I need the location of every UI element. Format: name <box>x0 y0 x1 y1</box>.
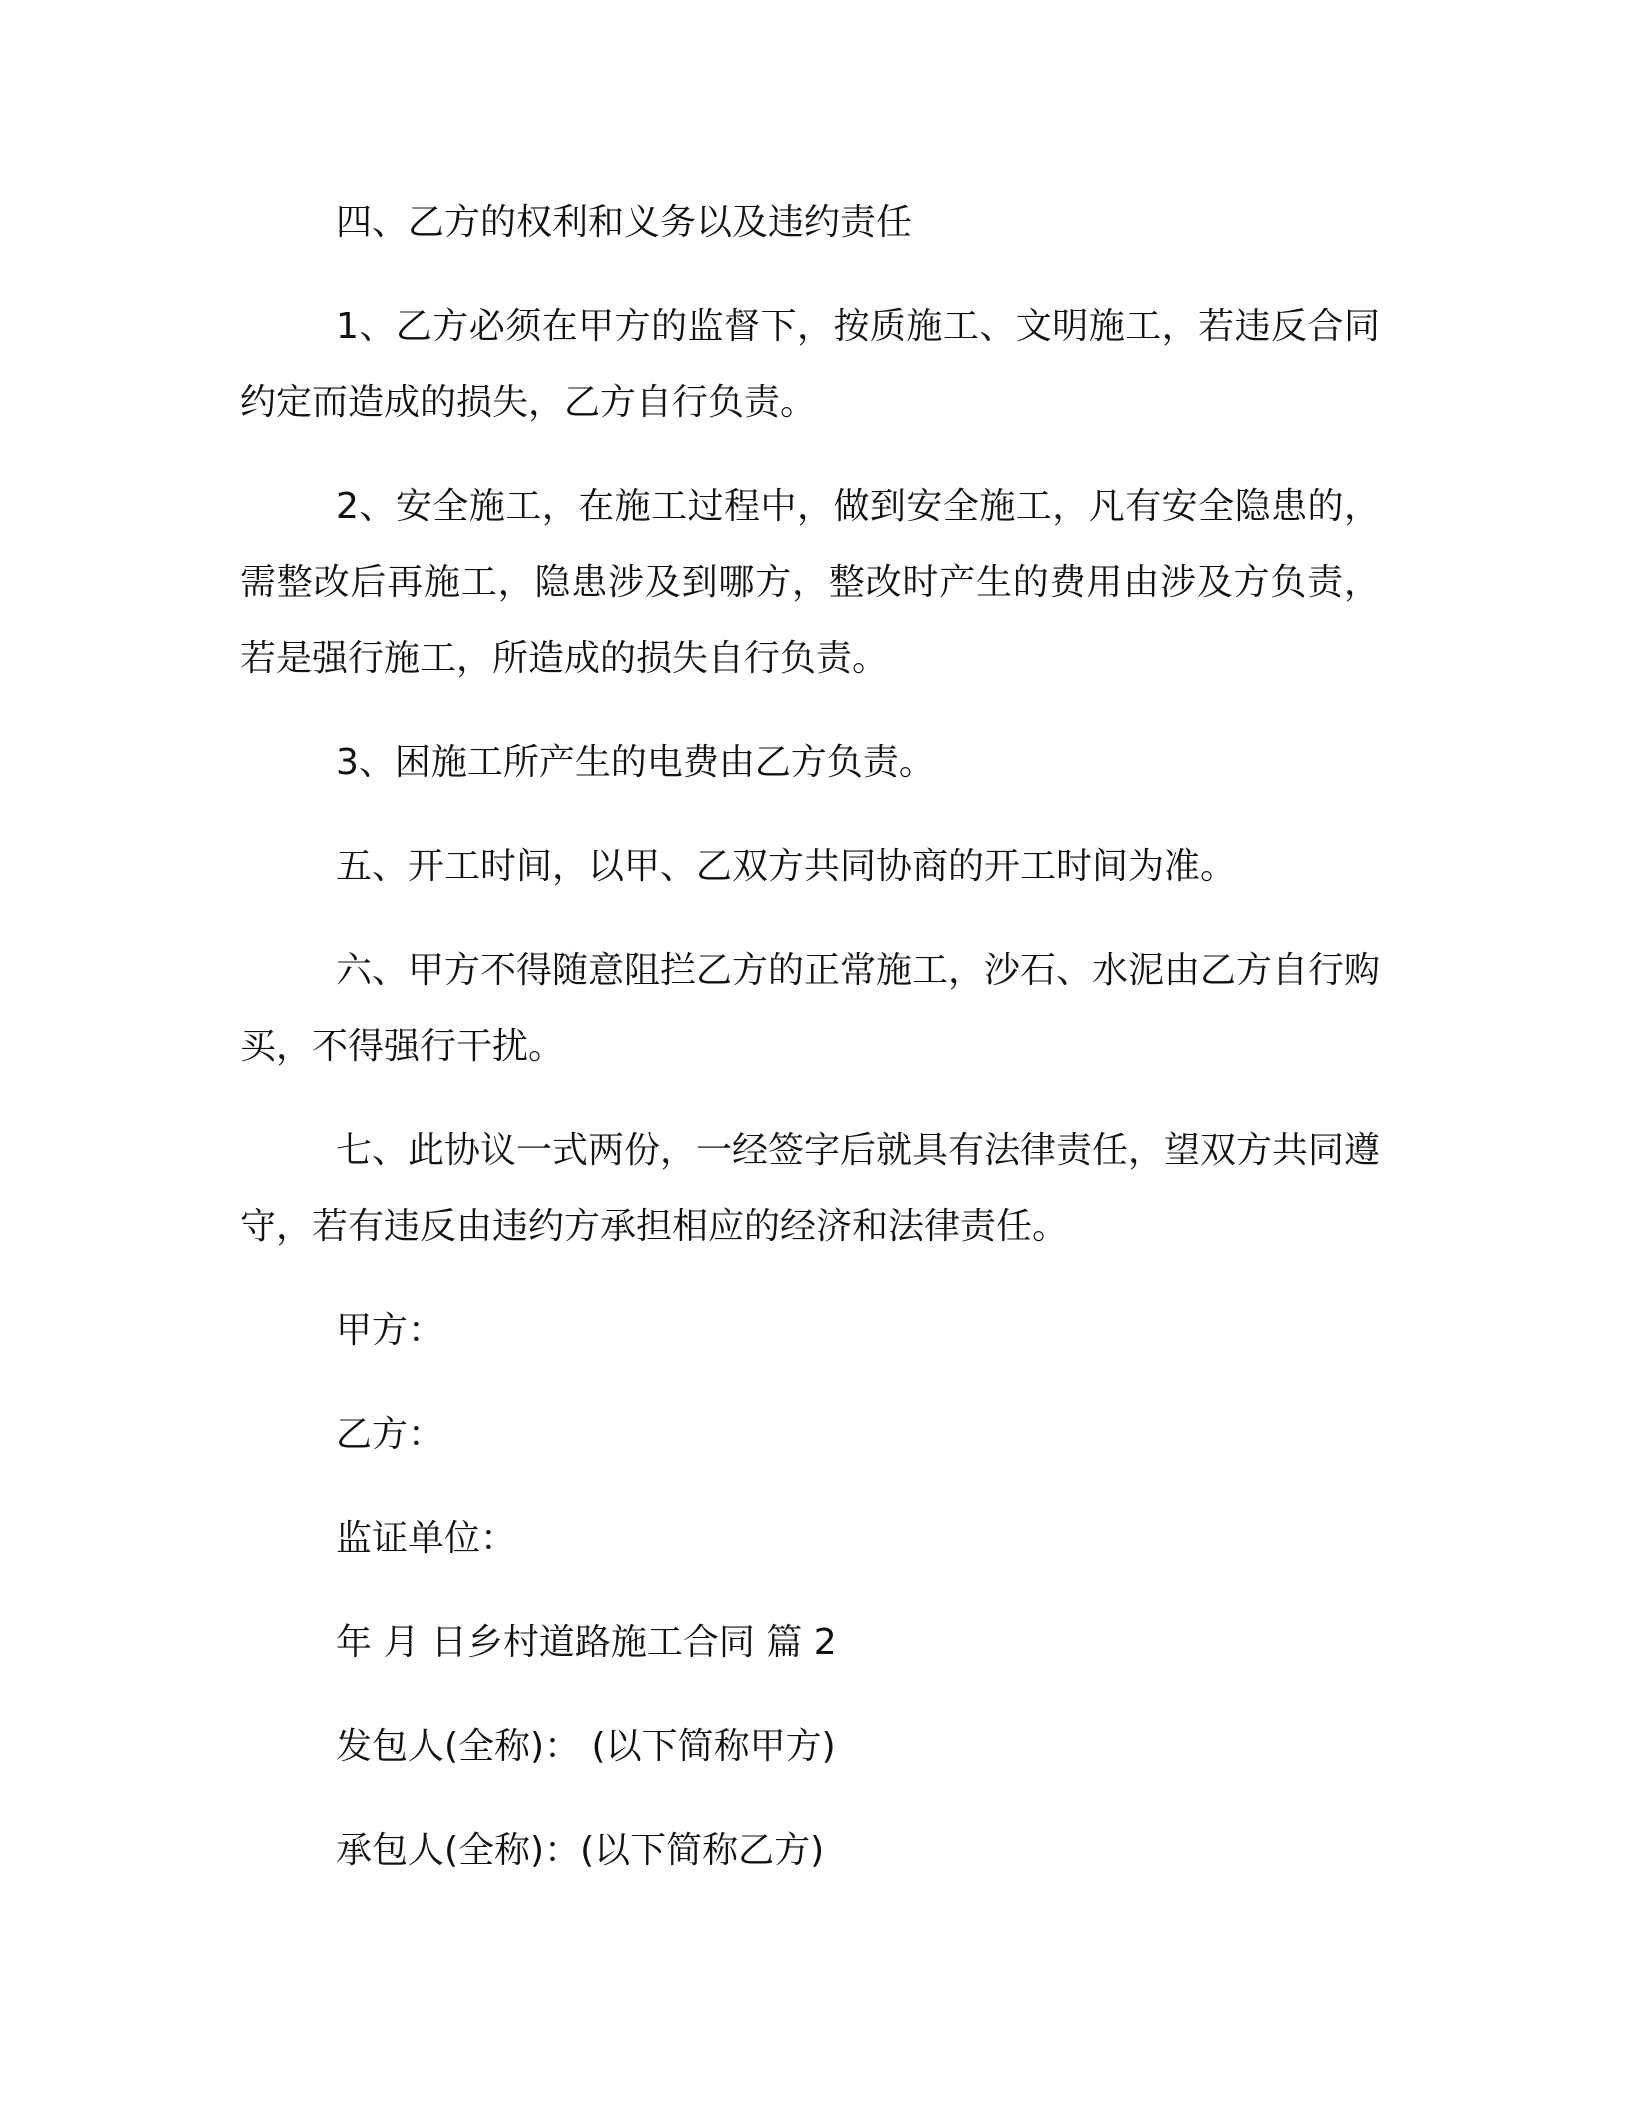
date-and-contract-title: 年 月 日乡村道路施工合同 篇 2 <box>336 1622 837 1663</box>
employer-line: 发包人(全称)： (以下简称甲方) <box>336 1726 836 1767</box>
clause-item-3: 3、困施工所产生的电费由乙方负责。 <box>336 742 935 783</box>
clause-item-1: 1、乙方必须在甲方的监督下，按质施工、文明施工，若违反合同约定而造成的损失，乙方自行负责。 <box>240 306 1380 423</box>
section-seven-copies: 七、此协议一式两份，一经签字后就具有法律责任，望双方共同遵守，若有违反由违约方承担相应的经济和法律责任。 <box>240 1130 1381 1247</box>
witness-unit-line: 监证单位： <box>336 1518 517 1559</box>
section-heading-four: 四、乙方的权利和义务以及违约责任 <box>336 202 913 243</box>
party-a-signature-line: 甲方： <box>336 1310 445 1351</box>
document-body <box>240 185 1380 1917</box>
party-b-signature-line: 乙方： <box>336 1414 445 1455</box>
section-five-start-time: 五、开工时间，以甲、乙双方共同协商的开工时间为准。 <box>336 846 1237 887</box>
section-six-no-obstruction: 六、甲方不得随意阻拦乙方的正常施工，沙石、水泥由乙方自行购买，不得强行干扰。 <box>240 950 1381 1067</box>
contractor-line: 承包人(全称)：(以下简称乙方) <box>336 1830 825 1871</box>
clause-item-2: 2、安全施工，在施工过程中，做到安全施工，凡有安全隐患的，需整改后再施工，隐患涉及到哪方，整改时产生的费用由涉及方负责，若是强行施工，所造成的损失自行负责。 <box>240 486 1380 679</box>
